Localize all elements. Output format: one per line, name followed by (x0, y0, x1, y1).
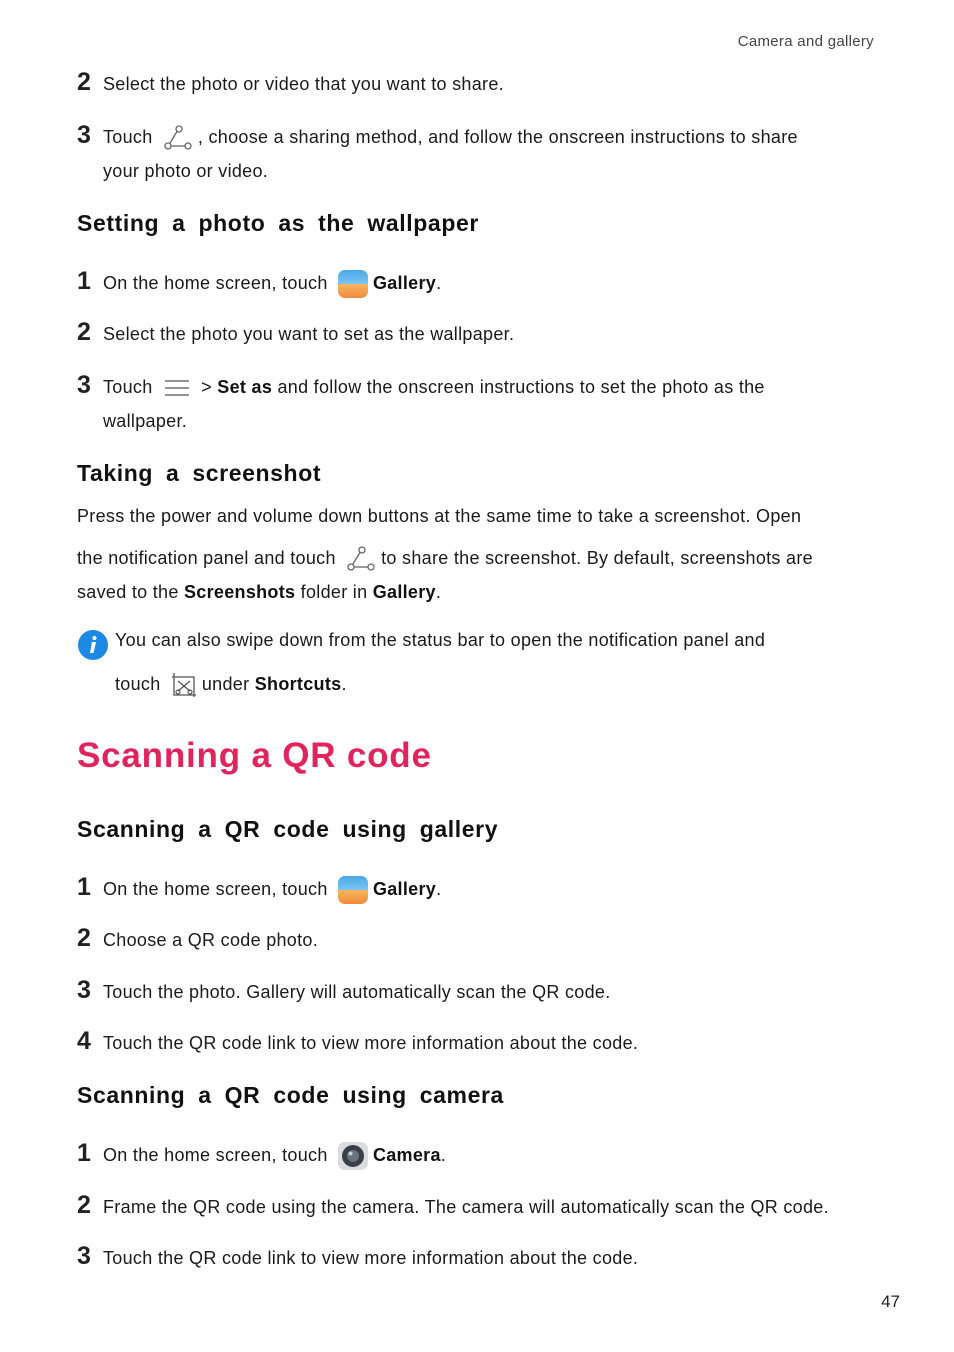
section-heading-wallpaper: Setting a photo as the wallpaper (77, 210, 479, 236)
info-icon (77, 629, 109, 661)
qr-camera-step-2: 2 Frame the QR code using the camera. The camera will automatically scan the QR code. (77, 1191, 829, 1219)
qr-gallery-step-4: 4 Touch the QR code link to view more information about the code. (77, 1027, 639, 1055)
qr-camera-step-1: 1 On the home screen, touch Camera. (77, 1138, 877, 1172)
qr-gallery-step-3: 3 Touch the photo. Gallery will automatically scan the QR code. (77, 976, 611, 1004)
qr-gallery-step-1: 1 On the home screen, touch Gallery. (77, 872, 877, 906)
page-number: 47 (881, 1292, 900, 1311)
gallery-icon[interactable] (337, 875, 369, 905)
gallery-icon[interactable] (337, 269, 369, 299)
info-note: You can also swipe down from the status bar to open the notification panel and touch under Shortcuts. (77, 623, 897, 711)
screenshot-shortcut-icon[interactable] (170, 671, 198, 699)
share-step-3: 3 Touch , choose a sharing method, and follow the onscreen instructions to share your photo or video. (77, 121, 798, 181)
section-heading-qr-gallery: Scanning a QR code using gallery (77, 816, 499, 842)
wallpaper-step-3: 3 Touch > Set as and follow the onscreen instructions to set the photo as the wallpaper. (77, 371, 765, 431)
menu-icon[interactable] (162, 377, 192, 399)
running-header: Camera and gallery (737, 33, 874, 50)
share-icon[interactable] (162, 125, 194, 151)
section-heading-screenshot: Taking a screenshot (77, 460, 322, 486)
section-heading-qr-camera: Scanning a QR code using camera (77, 1082, 504, 1108)
wallpaper-step-2: 2 Select the photo you want to set as the wallpaper. (77, 318, 515, 346)
chapter-title-qr: Scanning a QR code (77, 736, 432, 775)
screenshot-paragraph: Press the power and volume down buttons at the same time to take a screenshot. Open the notification panel and touch to share the screenshot. By default, screenshots are saved to the Screenshots folder in Gallery. (77, 506, 813, 602)
qr-gallery-step-2: 2 Choose a QR code photo. (77, 924, 319, 952)
wallpaper-step-1: 1 On the home screen, touch Gallery. (77, 266, 877, 300)
share-icon[interactable] (345, 546, 377, 572)
qr-camera-step-3: 3 Touch the QR code link to view more information about the code. (77, 1242, 639, 1270)
camera-icon[interactable] (337, 1141, 369, 1171)
share-step-2: 2 Select the photo or video that you want to share. (77, 68, 504, 96)
